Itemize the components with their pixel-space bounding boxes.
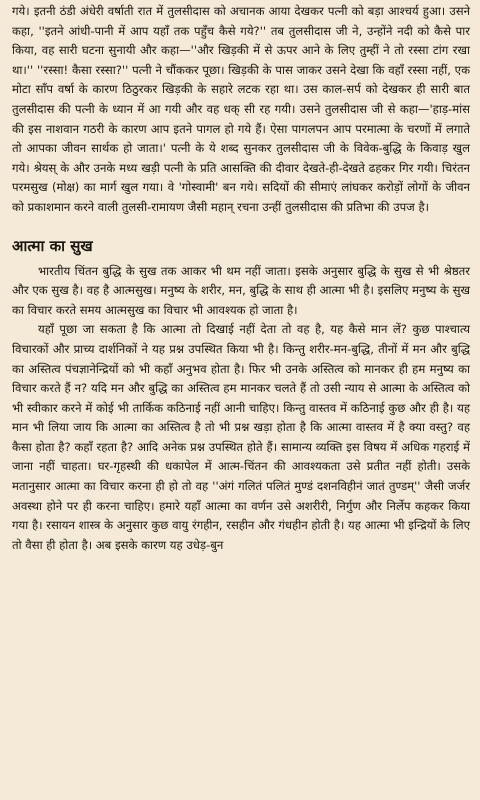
section-heading: आत्मा का सुख [12,236,93,255]
intro-paragraph: भारतीय चिंतन बुद्धि के सुख तक आकर भी थम नहीं जाता। इसके अनुसार बुद्धि के सुख से भी श्रेष्ठतर और एक सुख है। वह है आत्मसुख। मनुष्य के शरीर, मन, बुद्धि के साथ ही आत्मा भी है। इसलिए मनुष्य के सुख का विचार करते समय आत्मसुख का विचार भी आवश्यक हो जाता है। [12,263,470,317]
story-paragraph: गये। इतनी ठंडी अंधेरी वर्षाती रात में तुलसीदास को अचानक आया देखकर पत्नी को बड़ा आश्चर्य हुआ। उसने कहा, ''इतने आंधी-पानी में आप यहाँ तक पहुँच कैसे गये?'' तब तुलसीदास जी ने, उन्होंने नदी को कैसे पार किया, वह सारी घटना सुनायी और कहा—''और खिड़की में से ऊपर आने के लिए तुम्हीं ने तो रस्सा टांग रखा था।'' ''रस्सा! कैसा रस्सा?'' पत्नी ने चौंककर पूछा। खिड़की के पास जाकर उसने देखा कि वहाँ रस्सा नहीं, एक मोटा साँप वर्षा के कारण ठिठुरकर खिड़की के सहारे लटक रहा था। उस काल-सर्प को देखकर ही सारी बात तुलसीदास की पत्नी के ध्यान में आ गयी और वह धक् सी रह गयी। उसने तुलसीदास जी से कहा—'हाड़-मांस की इस नाशवान गठरी के कारण आप इतने पागल हो गये हैं। ऐसा पागलपन आप परमात्मा के चरणों में लगाते तो आपका जीवन सार्थक हो जाता।' पत्नी के ये शब्द सुनकर तुलसीदास जी के विवेक-बुद्धि के किवाड़ खुल गये। श्रेयस् के और उनके मध्य खड़ी पत्नी के प्रति आसक्ति की दीवार देखते-ही-देखते ढहकर गिर गयी। चिरंतन परमसुख (मोक्ष) का मार्ग खुल गया। वे 'गोस्वामी' बन गये। सदियों की सीमाएं लांघकर करोड़ों लोगों के जीवन को प्रकाशमान करने वाली तुलसी-रामायण जैसी महान् रचना उन्हीं तुलसीदास की प्रतिभा की उपज है। [12,4,471,214]
body-paragraph: यहाँ पूछा जा सकता है कि आत्मा तो दिखाई नहीं देता तो वह है, यह कैसे मान लें? कुछ पाश्चात्य विचारकों और प्राच्य दार्शनिकों ने यह प्रश्न उपस्थित किया भी है। किन्तु शरीर-मन-बुद्धि, तीनों में मन और बुद्धि का अस्तित्व पंचज्ञानेन्द्रियों को भी कहाँ अनुभव होता है। फिर भी उनके अस्तित्व को मानकर ही हम मनुष्य का विचार करते हैं न? यदि मन और बुद्धि का अस्तित्व हम मानकर चलते हैं तो उसी न्याय से आत्मा के अस्तित्व को भी स्वीकार करने में कोई भी तार्किक कठिनाई नहीं आनी चाहिए। किन्तु वास्तव में कठिनाई कुछ और ही है। यह मान भी लिया जाय कि आत्मा का अस्तित्व है तो भी प्रश्न खड़ा होता है कि आत्मा वास्तव में है क्या वस्तु? वह कैसा होता है? कहाँ रहता है? आदि अनेक प्रश्न उपस्थित होते हैं। सामान्य व्यक्ति इस विषय में अधिक गहराई में जाना नहीं चाहता। घर-गृहस्थी की धकापेल में आत्म-चिंतन की आवश्यकता उसे प्रतीत नहीं होती। उसके मतानुसार आत्मा का विचार करना ही हो तो वह ''अंगं गलितं पलितं मुण्डं दशनविहीनं जातं तुण्डम्'' जैसी जर्जर अवस्था होने पर ही करना चाहिए। हमारे यहाँ आत्मा का वर्णन उसे अशरीरी, निर्गुण और निर्लेप कहकर किया गया है। रसायन शास्त्र के अनुसार कुछ वायु रंगहीन, रसहीन और गंधहीन होती है। यह आत्मा भी इन्द्रियों के लिए तो वैसा ही होता है। अब इसके कारण यह उधेड़-बुन [12,322,470,552]
